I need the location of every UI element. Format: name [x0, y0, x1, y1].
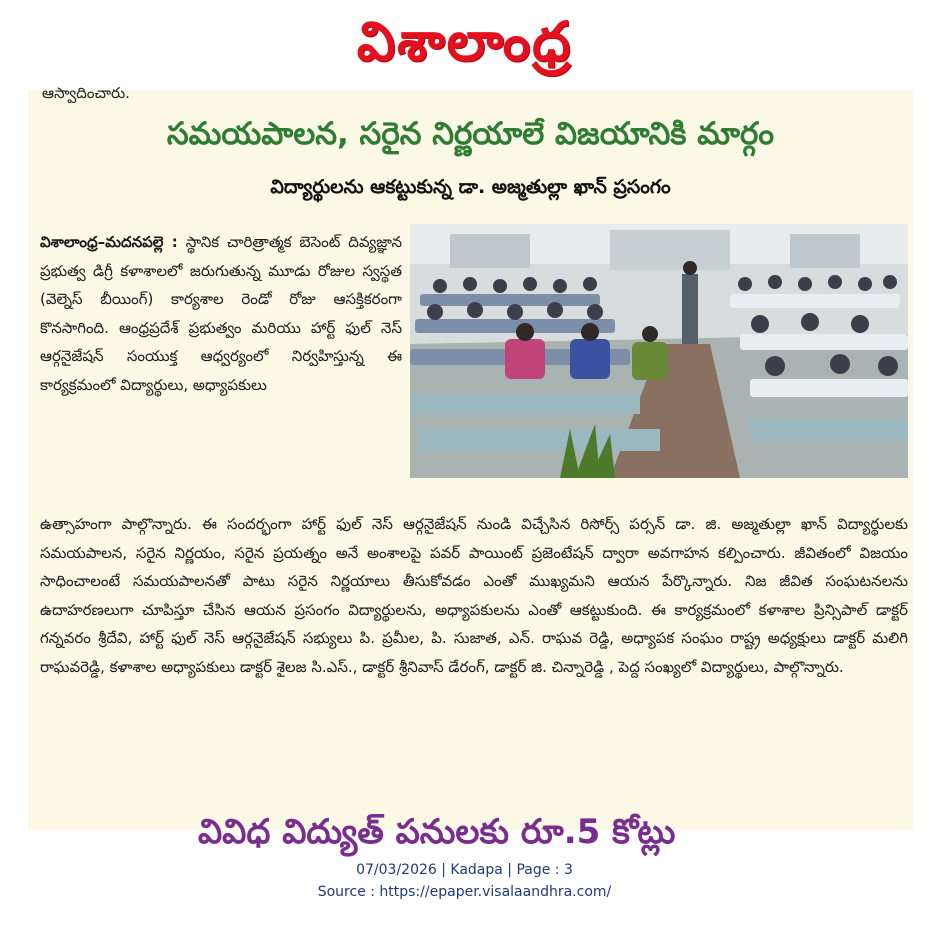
edition-info: 07/03/2026 | Kadapa | Page : 3	[356, 862, 573, 878]
classroom-photo-icon	[410, 224, 908, 478]
intro-text: స్థానిక చారిత్రాత్మక బెసెంట్ దివ్యజ్ఞాన ప్రభుత్వ డిగ్రీ కళాశాలలో జరుగుతున్న మూడు రోజుల స్వస్థత (వెల్నెస్ బీయింగ్) కార్యశాల రెండో రోజు ఆసక్తికరంగా కొనసాగింది. ఆంధ్రప్రదేశ్ ప్రభుత్వం మరియు హార్ట్ ఫుల్ నెస్ ఆర్గనైజేషన్ సంయుక్త ఆధ్వర్యంలో నిర్వహిస్తున్న ఈ కార్యక్రమంలో విద్యార్థులు, అధ్యాపకులు	[40, 233, 402, 394]
article-intro	[40, 228, 402, 400]
masthead	[0, 0, 929, 82]
dateline: విశాలాంధ్ర–మదనపల్లె :	[40, 233, 178, 251]
masthead-logo: విశాలాంధ్ర	[356, 9, 573, 73]
article-body: ఉత్సాహంగా పాల్గొన్నారు. ఈ సందర్భంగా హార్ట్ ఫుల్ నెస్ ఆర్గనైజేషన్ నుండి విచ్చేసిన రిసోర్స్ పర్సన్ డా. జి. అజ్మతుల్లా ఖాన్ విద్యార్థులకు సమయపాలన, సరైన నిర్ణయం, సరైన ప్రయత్నం అనే అంశాలపై పవర్ పాయింట్ ప్రజెంటేషన్ ద్వారా అవగాహన కల్పించారు. జీవితంలో విజయం సాధించాలంటే సమయపాలనతో పాటు సరైన నిర్ణయాలు తీసుకోవడం ఎంతో ముఖ్యమని ఆయన పేర్కొన్నారు. నిజ జీవిత సంఘటనలను ఉదాహరణలుగా చూపిస్తూ చేసిన ఆయన ప్రసంగం విద్యార్థులను, అధ్యాపకులను ఎంతో ఆకట్టుకుంది. ఈ కార్యక్రమంలో కళాశాల ప్రిన్సిపాల్ డాక్టర్ గన్నవరం శ్రీదేవి, హార్ట్ ఫుల్ నెస్ ఆర్గనైజేషన్ సభ్యులు పి. ప్రమీల, పి. సుజాత, ఎన్. రాఘవ రెడ్డి, అధ్యాపక సంఘం రాష్ట్ర అధ్యక్షులు డాక్టర్ మలిగి రాఘవరెడ్డి, కళాశాల అధ్యాపకులు డాక్టర్ శైలజ సి.ఎస్., డాక్టర్ శ్రీనివాస్ డేరంగ్, డాక్టర్ జి. చిన్నారెడ్డి , పెద్ద సంఖ్యలో విద్యార్థులు, పాల్గొన్నారు.	[40, 515, 908, 676]
source-link[interactable]: Source : https://epaper.visalaandhra.com/	[317, 884, 612, 900]
article-subheadline: విద్యార్థులను ఆకట్టుకున్న డా. అజ్మతుల్లా ఖాన్ ప్రసంగం	[270, 176, 671, 198]
article-photo	[410, 224, 908, 478]
previous-article-fragment: ఆస్వాదించారు.	[42, 84, 130, 102]
next-article-headline-fragment: వివిధ విద్యుత్ పనులకు రూ.5 కోట్లు	[198, 812, 676, 852]
article-headline: సమయపాలన, సరైన నిర్ణయాలే విజయానికి మార్గం	[166, 116, 775, 152]
news-clipping	[28, 84, 913, 852]
